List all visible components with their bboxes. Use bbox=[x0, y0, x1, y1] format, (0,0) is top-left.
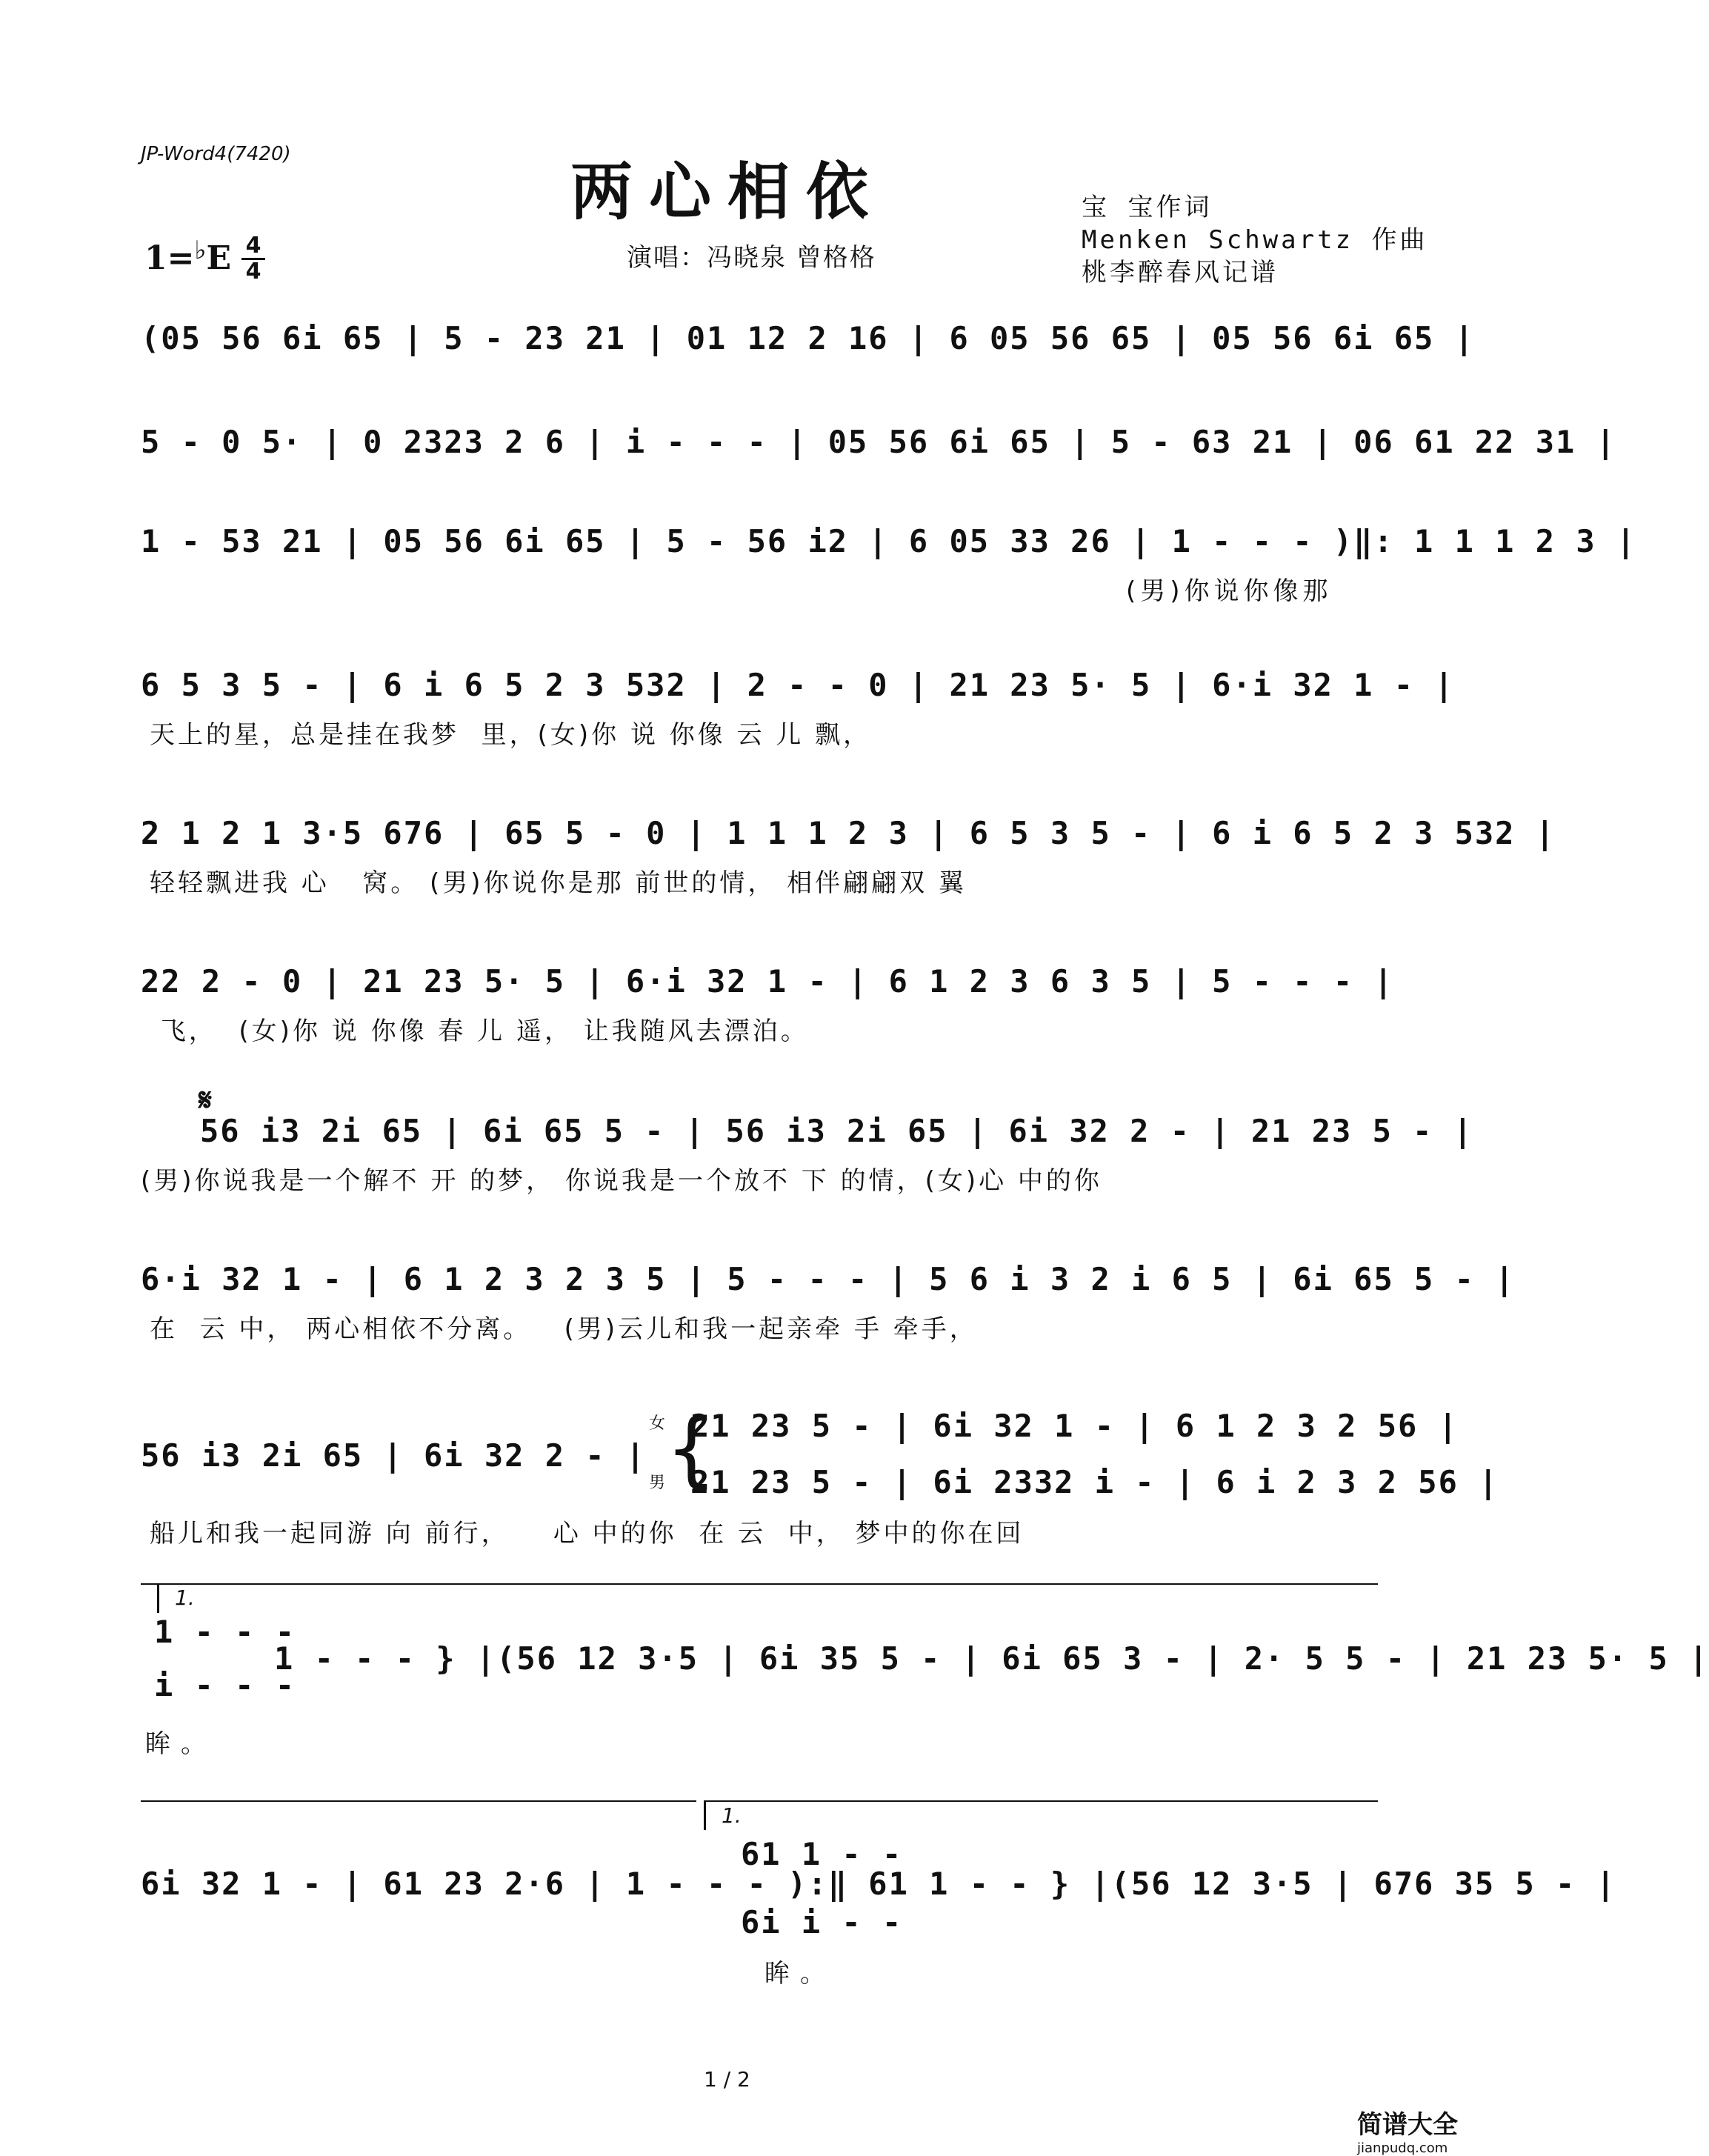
notation-line: 5 - 0 5· | 0 2323 2 6 | i - - - | 05 56 6i 65 | 5 - 63 21 | 06 61 22 31 | bbox=[141, 424, 1616, 460]
notation-line: 1 - - - } |(56 12 3·5 | 6i 35 5 - | 6i 65 3 - | 2· 5 5 - | 21 23 5· 5 | bbox=[274, 1640, 1709, 1677]
time-numerator: 4 bbox=[245, 233, 261, 259]
notation-line: 6·i 32 1 - | 6 1 2 3 2 3 5 | 5 - - - | 5 6 i 3 2 i 6 5 | 6i 65 5 - | bbox=[141, 1261, 1516, 1297]
ending-2-lower: 6i i - - bbox=[741, 1904, 903, 1940]
score-line-8 bbox=[141, 1261, 1516, 1344]
notation-line: 6i 32 1 - | 61 23 2·6 | 1 - - - ):‖ 61 1 - - } |(56 12 3·5 | 676 35 5 - | bbox=[141, 1866, 1616, 1902]
page-number: 1 / 2 bbox=[704, 2067, 750, 2092]
segno-symbol: 𝄋 bbox=[199, 1082, 213, 1118]
flat-symbol: ♭ bbox=[194, 236, 207, 265]
volta-number: 1. bbox=[722, 1803, 742, 1828]
score-line-10 bbox=[274, 1640, 1709, 1677]
notation-line: 2 1 2 1 3·5 676 | 65 5 - 0 | 1 1 1 2 3 | 6 5 3 5 - | 6 i 6 5 2 3 532 | bbox=[141, 815, 1556, 851]
score-line-2 bbox=[141, 424, 1616, 461]
notation-line: 6 5 3 5 - | 6 i 6 5 2 3 532 | 2 - - 0 | 21 23 5· 5 | 6·i 32 1 - | bbox=[141, 667, 1455, 703]
transcriber-credit: 桃李醉春风记谱 bbox=[1082, 258, 1279, 287]
score-line-6 bbox=[141, 963, 1394, 1046]
score-line-5 bbox=[141, 815, 1556, 898]
volta-bracket-start bbox=[157, 1583, 159, 1613]
male-part-label: 男 bbox=[649, 1474, 666, 1492]
key-signature bbox=[144, 236, 231, 277]
brace-icon: { bbox=[665, 1401, 717, 1496]
key-prefix: 1= bbox=[144, 239, 195, 277]
score-line-7 bbox=[141, 1113, 1474, 1196]
lyric-line: (男)你说我是一个解不 开 的梦， 你说我是一个放不 下 的情，(女)心 中的你 bbox=[141, 1166, 1102, 1196]
lyric-line: 飞， (女)你 说 你像 春 儿 遥， 让我随风去漂泊。 bbox=[150, 1017, 809, 1046]
key-letter: E bbox=[206, 239, 232, 277]
notation-line: 22 2 - 0 | 21 23 5· 5 | 6·i 32 1 - | 6 1 2 3 6 3 5 | 5 - - - | bbox=[141, 963, 1394, 999]
time-denominator: 4 bbox=[245, 259, 261, 285]
volta-bracket-line bbox=[704, 1800, 1378, 1802]
lyric-line: 眸。 bbox=[145, 1729, 216, 1759]
score-line-1 bbox=[141, 320, 1475, 357]
watermark-logo bbox=[1357, 2104, 1505, 2156]
notation-line: 56 i3 2i 65 | 6i 65 5 - | 56 i3 2i 65 | 6i 32 2 - | 21 23 5 - | bbox=[200, 1113, 1474, 1149]
volta-bracket-line bbox=[141, 1583, 1378, 1585]
volta-bracket-line bbox=[141, 1800, 696, 1802]
time-signature bbox=[239, 234, 268, 284]
male-notation: 21 23 5 - | 6i 2332 i - | 6 i 2 3 2 56 | bbox=[690, 1464, 1499, 1500]
volta-number: 1. bbox=[175, 1586, 195, 1610]
notation-line: 56 i3 2i 65 | 6i 32 2 - | bbox=[141, 1437, 647, 1474]
lyricist-credit: 宝 宝作词 bbox=[1082, 193, 1213, 222]
ending-2-upper: 61 1 - - bbox=[741, 1836, 903, 1872]
lyric-line: (男)你说你像那 bbox=[1126, 576, 1333, 606]
volta-bracket-start bbox=[704, 1800, 706, 1830]
software-label: JP-Word4(7420) bbox=[141, 143, 291, 165]
lyric-line: 轻轻飘进我 心 窝。 (男)你说你是那 前世的情， 相伴翩翩双 翼 bbox=[150, 868, 967, 898]
watermark-name: 简谱大全 bbox=[1357, 2110, 1458, 2140]
composer-credit: Menken Schwartz 作曲 bbox=[1082, 225, 1428, 255]
singers-credit: 演唱：冯晓泉 曾格格 bbox=[627, 243, 876, 273]
lyric-line: 船儿和我一起同游 向 前行， 心 中的你 在 云 中， 梦中的你在回 bbox=[150, 1519, 1025, 1548]
lyric-line: 眸。 bbox=[764, 1959, 836, 1989]
ending-1-lower: i - - - bbox=[154, 1667, 296, 1703]
female-part-label: 女 bbox=[649, 1414, 666, 1433]
ending-1-upper: 1 - - - bbox=[154, 1614, 296, 1650]
watermark-url: jianpudq.com bbox=[1357, 2140, 1448, 2156]
notation-line: (05 56 6i 65 | 5 - 23 21 | 01 12 2 16 | 6 05 56 65 | 05 56 6i 65 | bbox=[141, 320, 1475, 356]
lyric-line: 天上的星，总是挂在我梦 里，(女)你 说 你像 云 儿 飘， bbox=[150, 720, 872, 750]
score-line-3 bbox=[141, 523, 1637, 606]
score-line-4 bbox=[141, 667, 1455, 750]
lyric-line: 在 云 中， 两心相依不分离。 (男)云儿和我一起亲牵 手 牵手， bbox=[150, 1314, 978, 1344]
notation-line: 1 - 53 21 | 05 56 6i 65 | 5 - 56 i2 | 6 05 33 26 | 1 - - - )‖: 1 1 1 2 3 | bbox=[141, 523, 1637, 559]
song-title: 两心相依 bbox=[570, 155, 885, 228]
female-notation: 21 23 5 - | 6i 32 1 - | 6 1 2 3 2 56 | bbox=[690, 1408, 1459, 1444]
